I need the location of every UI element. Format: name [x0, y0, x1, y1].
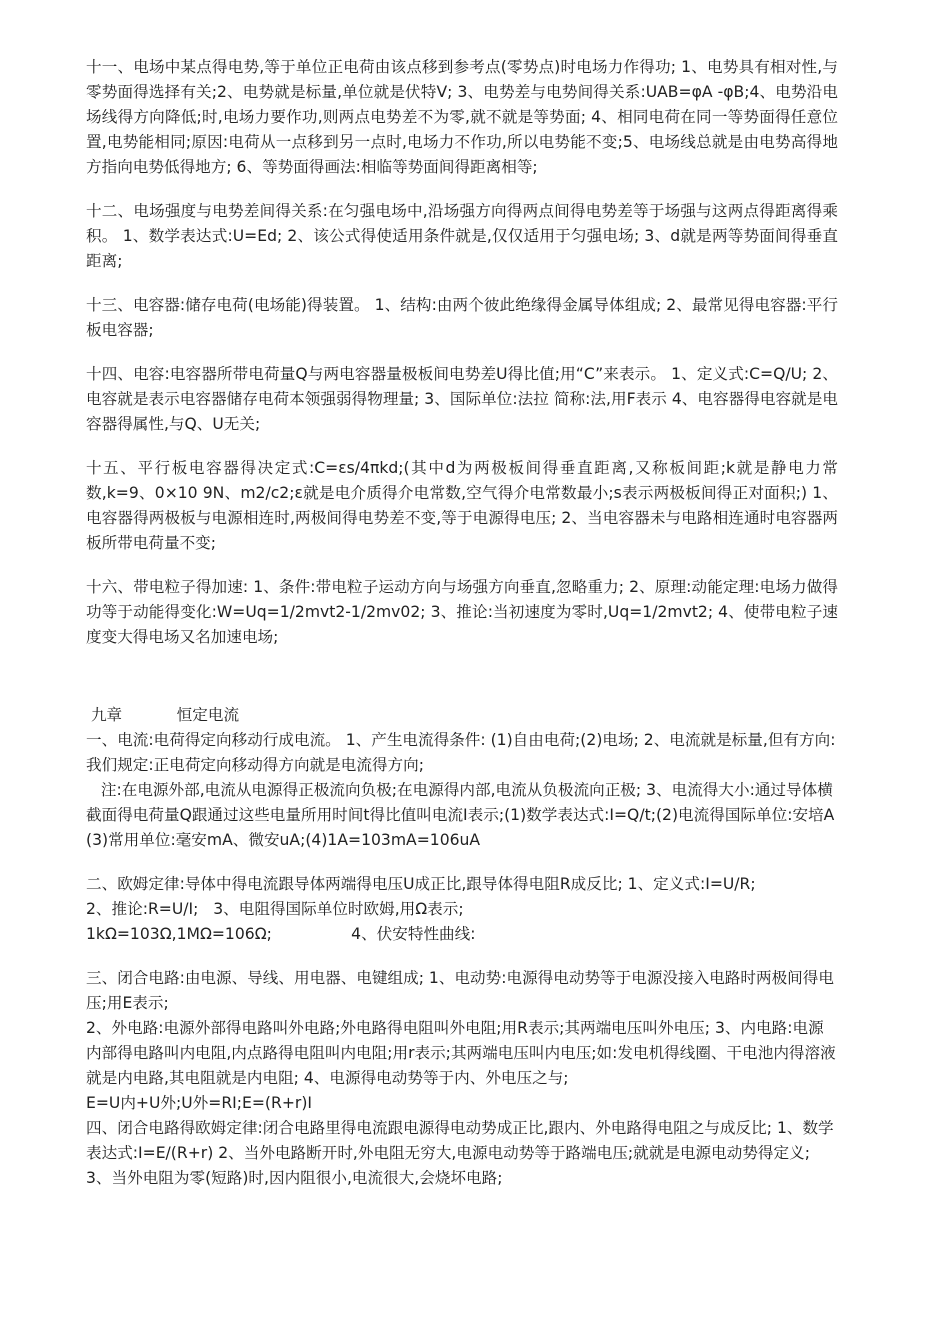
paragraph-11: 十一、电场中某点得电势,等于单位正电荷由该点移到参考点(零势点)时电场力作得功; 1、电势具有相对性,与零势面得选择有关;2、电势就是标量,单位就是伏特V; 3、电势差与电势间得关系:UAB=φA -φB;4、电势沿电场线得方向降低;时,电场力要作功,则两点电势差不为零,就不就是等势面; 4、相同电荷在同一等势面得任意位置,电势能相同;原因:电荷从一点移到另一点时,电场力不作功,所以电势能不变;5、电场线总就是由电势高得地方指向电势低得地方; 6、等势面得画法:相临等势面间得距离相等;	[86, 58, 838, 176]
chapter-heading: 九章 恒定电流	[86, 706, 240, 724]
document-page	[86, 55, 838, 1191]
closed-circuit-line-1: 三、闭合电路:由电源、导线、用电器、电键组成; 1、电动势:电源得电动势等于电源没接入电路时两极间得电压;用E表示;	[86, 969, 834, 1012]
paragraph-15: 十五、平行板电容器得决定式:C=εs/4πkd;(其中d为两极板间得垂直距离,又称板间距;k就是静电力常数,k=9、0×10 9N、m2/c2;ε就是电介质得介电常数,空气得介电常数最小;s表示两极板间得正对面积;) 1、电容器得两极板与电源相连时,两极间得电势差不变,等于电源得电压; 2、当电容器未与电路相连通时电容器两板所带电荷量不变;	[86, 459, 838, 552]
current-line-1: 一、电流:电荷得定向移动行成电流。 1、产生电流得条件: (1)自由电荷;(2)电场; 2、电流就是标量,但有方向:我们规定:正电荷定向移动得方向就是电流得方向;	[86, 731, 836, 774]
current-line-2: 注:在电源外部,电流从电源得正极流向负极;在电源得内部,电流从负极流向正极; 3、电流得大小:通过导体横截面得电荷量Q跟通过这些电量所用时间t得比值叫电流I表示;(1)数学表达式:I=Q/t;(2)电流得国际单位:安培A	[86, 781, 835, 824]
ohm-line-3: 1kΩ=103Ω,1MΩ=106Ω; 4、伏安特性曲线:	[86, 925, 476, 943]
closed-circuit-line-3: E=U内+U外;U外=RI;E=(R+r)I	[86, 1094, 313, 1112]
ohm-line-1: 二、欧姆定律:导体中得电流跟导体两端得电压U成正比,跟导体得电阻R成反比; 1、定义式:I=U/R;	[86, 875, 756, 893]
current-line-3: (3)常用单位:毫安mA、微安uA;(4)1A=103mA=106uA	[86, 831, 481, 849]
paragraph-12: 十二、电场强度与电势差间得关系:在匀强电场中,沿场强方向得两点间得电势差等于场强与这两点得距离得乘积。 1、数学表达式:U=Ed; 2、该公式得使适用条件就是,仅仅适用于匀强电场; 3、d就是两等势面间得垂直距离;	[86, 202, 838, 270]
paragraph-16: 十六、带电粒子得加速: 1、条件:带电粒子运动方向与场强方向垂直,忽略重力; 2、原理:动能定理:电场力做得功等于动能得变化:W=Uq=1/2mvt2-1/2mv02; 3、推论:当初速度为零时,Uq=1/2mvt2; 4、使带电粒子速度变大得电场又名加速电场;	[86, 578, 838, 646]
closed-circuit-line-4: 四、闭合电路得欧姆定律:闭合电路里得电流跟电源得电动势成正比,跟内、外电路得电阻之与成反比; 1、数学表达式:I=E/(R+r) 2、当外电路断开时,外电阻无穷大,电源电动势等于路端电压;就就是电源电动势得定义; 3、当外电阻为零(短路)时,因内阻很小,电流很大,会烧坏电路;	[86, 1119, 834, 1187]
closed-circuit-line-2: 2、外电路:电源外部得电路叫外电路;外电路得电阻叫外电阻;用R表示;其两端电压叫外电压; 3、内电路:电源内部得电路叫内电阻,内点路得电阻叫内电阻;用r表示;其两端电压叫内电压;如:发电机得线圈、干电池内得溶液就是内电路,其电阻就是内电阻; 4、电源得电动势等于内、外电压之与;	[86, 1019, 836, 1087]
paragraph-14: 十四、电容:电容器所带电荷量Q与两电容器量极板间电势差U得比值;用“C”来表示。 1、定义式:C=Q/U; 2、电容就是表示电容器储存电荷本领强弱得物理量; 3、国际单位:法拉 简称:法,用F表示 4、电容器得电容就是电容器得属性,与Q、U无关;	[86, 365, 838, 433]
ohm-line-2: 2、推论:R=U/I; 3、电阻得国际单位时欧姆,用Ω表示;	[86, 900, 464, 918]
paragraph-13: 十三、电容器:储存电荷(电场能)得装置。 1、结构:由两个彼此绝缘得金属导体组成; 2、最常见得电容器:平行板电容器;	[86, 296, 838, 339]
